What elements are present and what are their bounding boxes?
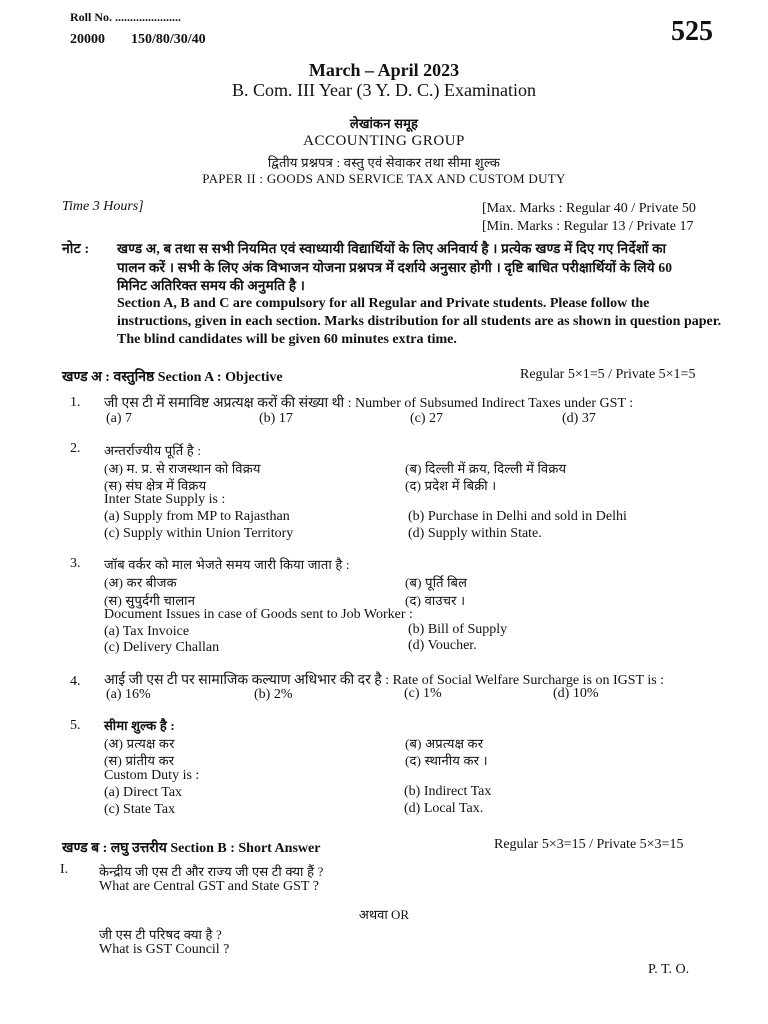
or-separator: अथवा OR	[358, 907, 410, 922]
option-a-hindi: (अ) प्रत्यक्ष कर	[104, 736, 175, 751]
question-title-hindi: सीमा शुल्क है :	[104, 718, 175, 733]
option-d-hindi: (द) प्रदेश में बिक्री ।	[405, 478, 497, 493]
time-allowed: Time 3 Hours]	[62, 199, 144, 214]
question-text-english: What are Central GST and State GST ?	[99, 879, 319, 894]
section-a-heading: खण्ड अ : वस्तुनिष्ठ Section A : Objective	[62, 370, 283, 385]
question-number: 4.	[70, 674, 81, 689]
option-b: (b) 2%	[254, 687, 293, 702]
note-hindi-line2: पालन करें । सभी के लिए अंक विभाजन योजना प्रश्नपत्र में दर्शाये अनुसार होगी । दृष्टि बाधित परीक्षार्थियों के लिये 60	[117, 260, 673, 275]
option-a-english: (a) Tax Invoice	[104, 624, 190, 639]
note-english: Section A, B and C are compulsory for all Regular and Private students. Please follow the instructions, given in each section. Marks distribution for all students are as shown in question paper. The blind candidates will be given 60 minutes extra time.	[117, 296, 722, 347]
question-alt-hindi: जी एस टी परिषद क्या है ?	[99, 927, 223, 942]
group-title-english: ACCOUNTING GROUP	[303, 133, 465, 149]
question-number: 3.	[70, 556, 81, 571]
max-marks: [Max. Marks : Regular 40 / Private 50	[482, 201, 696, 216]
paper-title-english: PAPER II : GOODS AND SERVICE TAX AND CUSTOM DUTY	[202, 171, 566, 186]
section-a-marks: Regular 5×1=5 / Private 5×1=5	[520, 367, 696, 382]
option-d-english: (d) Local Tax.	[404, 801, 484, 816]
option-d-english: (d) Supply within State.	[408, 526, 542, 541]
note-hindi-line3: मिनिट अतिरिक्त समय की अनुमति है ।	[117, 278, 306, 293]
note-hindi-line1: खण्ड अ, ब तथा स सभी नियमित एवं स्वाध्यायी विद्यार्थियों के लिए अनिवार्य है । प्रत्येक खण्ड में दिए गए निर्देशों का	[117, 241, 667, 256]
option-c: (c) 1%	[404, 686, 442, 701]
question-text: आई जी एस टी पर सामाजिक कल्याण अधिभार की दर है : Rate of Social Welfare Surcharge is on IGST is :	[104, 673, 665, 688]
option-c: (c) 27	[410, 411, 444, 426]
option-b-hindi: (ब) दिल्ली में क्रय, दिल्ली में विक्रय	[405, 461, 567, 476]
option-b-english: (b) Indirect Tax	[404, 784, 492, 799]
question-number: I.	[60, 862, 69, 877]
section-b-heading: खण्ड ब : लघु उत्तरीय Section B : Short Answer	[62, 841, 321, 856]
question-title-english: Document Issues in case of Goods sent to Job Worker :	[104, 607, 413, 622]
question-alt-english: What is GST Council ?	[99, 942, 230, 957]
option-d: (d) 10%	[553, 686, 599, 701]
question-number: 2.	[70, 441, 81, 456]
question-text-hindi: केन्द्रीय जी एस टी और राज्य जी एस टी क्या हैं ?	[99, 864, 324, 879]
session-title: March – April 2023	[308, 60, 460, 80]
section-b-marks: Regular 5×3=15 / Private 5×3=15	[494, 837, 684, 852]
option-b-hindi: (ब) अप्रत्यक्ष कर	[405, 736, 484, 751]
option-a-hindi: (अ) कर बीजक	[104, 575, 177, 590]
option-c-english: (c) Delivery Challan	[104, 640, 220, 655]
code-mid: 150/80/30/40	[131, 32, 206, 47]
option-b-hindi: (ब) पूर्ति बिल	[405, 575, 468, 590]
option-d-hindi: (द) स्थानीय कर ।	[405, 753, 488, 768]
option-d: (d) 37	[562, 411, 596, 426]
option-b-english: (b) Bill of Supply	[408, 622, 508, 637]
option-b-english: (b) Purchase in Delhi and sold in Delhi	[408, 509, 627, 524]
option-d-hindi: (द) वाउचर ।	[405, 593, 466, 608]
option-c-english: (c) State Tax	[104, 802, 176, 817]
question-title-hindi: अन्तर्राज्यीय पूर्ति है :	[104, 443, 202, 458]
pto-marker: P. T. O.	[648, 962, 690, 977]
paper-code: 525	[671, 16, 713, 47]
note-label: नोट :	[62, 242, 90, 257]
option-a-english: (a) Supply from MP to Rajasthan	[104, 509, 290, 524]
option-a-english: (a) Direct Tax	[104, 785, 183, 800]
option-d-english: (d) Voucher.	[408, 638, 477, 653]
paper-title-hindi: द्वितीय प्रश्नपत्र : वस्तु एवं सेवाकर तथा सीमा शुल्क	[267, 155, 501, 170]
option-a: (a) 7	[106, 411, 133, 426]
option-a-hindi: (अ) म. प्र. से राजस्थान को विक्रय	[104, 461, 261, 476]
option-c-hindi: (स) संघ क्षेत्र में विक्रय	[104, 478, 207, 493]
question-title-hindi: जॉब वर्कर को माल भेजते समय जारी किया जाता है :	[104, 557, 350, 572]
option-c-hindi: (स) सुपुर्दगी चालान	[104, 593, 196, 608]
option-a: (a) 16%	[106, 687, 151, 702]
question-number: 5.	[70, 718, 81, 733]
question-title-english: Inter State Supply is :	[104, 492, 226, 507]
code-left: 20000	[70, 32, 105, 47]
roll-no: Roll No. ......................	[70, 10, 181, 24]
exam-title: B. Com. III Year (3 Y. D. C.) Examination	[232, 80, 536, 100]
option-c-hindi: (स) प्रांतीय कर	[104, 753, 175, 768]
min-marks: [Min. Marks : Regular 13 / Private 17	[482, 219, 694, 234]
question-title-english: Custom Duty is :	[104, 768, 200, 783]
question-text: जी एस टी में समाविष्ट अप्रत्यक्ष करों की संख्या थी : Number of Subsumed Indirect Taxes under GST :	[104, 396, 634, 411]
question-number: 1.	[70, 395, 81, 410]
option-c-english: (c) Supply within Union Territory	[104, 526, 294, 541]
group-title-hindi: लेखांकन समूह	[349, 116, 419, 131]
option-b: (b) 17	[259, 411, 293, 426]
